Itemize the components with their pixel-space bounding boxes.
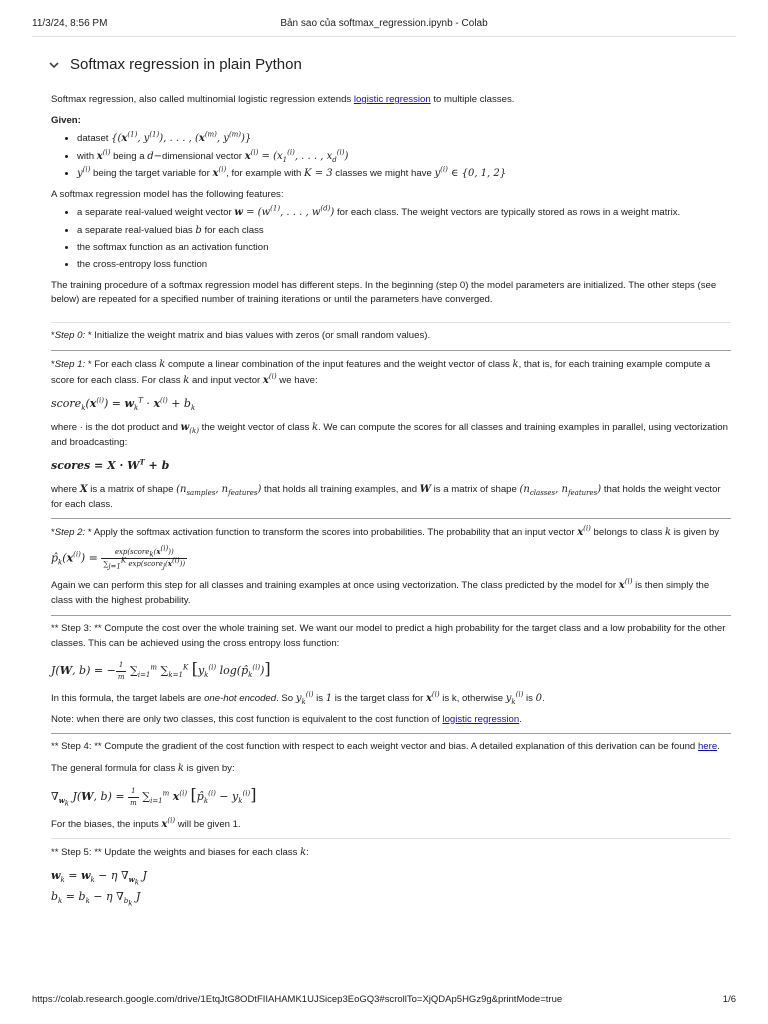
features-intro: A softmax regression model has the following features: [51, 189, 284, 201]
logistic-regression-link[interactable]: logistic regression [353, 94, 431, 105]
list-item: • with $x^{(i)}$ being a d−dimensional vector $x^{(i)} = (x_1^{(i)}$, . . . , $x_d^{(i)}$) [77, 149, 731, 165]
header-divider [32, 36, 736, 37]
step3-cell: ** Step 3: ** Compute the cost over the whole training set. We want our model to predict a high probability for the target class and a low probability for the other classes. This can be achieved using the cross entropy loss function: J(W, b) = − $\frac{1}{m}$ $\sum_{i=1}^m$ $\sum_{k=1}^K$ [$y_k^{(i)}$ $\log(p̂_k^{(i)})$] In this formula, the target labels are one-hot encoded. So $y_k^{(i)}$ is 1 is the target class for $x^{(i)}$ is k, otherwise $y_k^{(i)}$ is 0. Note: when there are only two classes, this cost function is equivalent to the cost function of logistic regression. [51, 615, 731, 728]
step4-cell: ** Step 4: ** Compute the gradient of the cost function with respect to each weight vector and bias. A detailed explanation of this derivation can be found here. The general formula for class k is given by: $\nabla_{w_k}$ J(W, b) = $\frac{1}{m}$ $\sum_{i=1}^m$ $x^{(i)}$ $[p̂_k^{(i)} - y_k^{(i)}]$ For the biases, the inputs $x^{(i)}$ will be given 1. [51, 733, 731, 832]
training-paragraph: The training procedure of a softmax regression model has different steps. In the beginning (step 0) the model parameters are initialized. The other steps (see below) are repeated for a specified number of training iterations or until the parameters have converged. [51, 279, 717, 306]
given-list [51, 131, 731, 183]
list-item: • $y^{(i)}$ being the target variable for $x^{(i)}$, for example with K = 3 classes we might have $y^{(i)}$ ∈ {0, 1, 2} [77, 166, 731, 182]
list-item: • a separate real-valued weight vector $w = (w^{(1)}$, . . . , $w^{(d)}$) for each class. The weight vectors are typically stored as rows in a weight matrix. [77, 205, 731, 221]
list-item: • the cross-entropy loss function [77, 258, 731, 273]
scores-equation: scores = $X \cdot W^T + b$ [51, 457, 170, 472]
list-item: • the softmax function as an activation function [77, 241, 731, 256]
intro-paragraph: Softmax regression, also called multinomial logistic regression extends logistic regression to multiple classes. [51, 94, 515, 105]
list-item: • dataset {($x^{(1)}$, $y^{(1)}$), . . . , ($x^{(m)}$, $y^{(m)}$)} [77, 131, 731, 147]
cost-equation: J(W, b) = − $\frac{1}{m}$ $\sum_{i=1}^m$ $\sum_{k=1}^K$ [$y_k^{(i)}$ $\log(p̂_k^{(i)})$] [51, 659, 271, 681]
step5-cell: ** Step 5: ** Update the weights and biases for each class k: $w_k = w_k - \eta$ $\nabla_{w_k}$ J $b_k = b_k - \eta$ $\nabla_{b_k}$ J [51, 838, 731, 905]
score-equation: $score_k(x^{(i)}) = w_k^T \cdot x^{(i)} + b_k$ [51, 396, 196, 413]
print-title: Bản sao của softmax_regression.ipynb - Colab [280, 18, 488, 29]
step2-cell: *Step 2: * Apply the softmax activation function to transform the scores into probabilities. The probability that an input vector $x^{(i)}$ belongs to class k is given by $p̂_k(x^{(i)})$ = $\frac{\exp(score_k(x^{(i)}))}{\sum_{j=1}^K \exp(score_j(x^{(i)}))}$ Again we can perform this step for all classes and training examples at once using vectorization. The class predicted by the model for $x^{(i)}$ is then simply the class with the highest probability. [51, 518, 731, 608]
given-label: Given: [51, 114, 81, 126]
print-datetime: 11/3/24, 8:56 PM [32, 18, 108, 29]
list-item: • a separate real-valued bias b for each class [77, 223, 731, 239]
page-number: 1/6 [722, 994, 736, 1005]
print-footer [32, 994, 736, 1005]
gradient-equation: $\nabla_{w_k}$ J(W, b) = $\frac{1}{m}$ $\sum_{i=1}^m$ $x^{(i)}$ $[p̂_k^{(i)} - y_k^{(i)}]$ [51, 785, 257, 808]
step1-cell: *Step 1: * For each class k compute a linear combination of the input features and the weight vector of class k, that is, for each training example compute a score for each class. For class k and input vector $x^{(i)}$ we have: $score_k(x^{(i)}) = w_k^T \cdot x^{(i)} + b_k$ where · is the dot product and $w_{(k)}$ the weight vector of class k. We can compute the scores for all classes and training examples in parallel, using vectorization and broadcasting: scores = $X \cdot W^T + b$ where X is a matrix of shape ($n_{samples}$, $n_{features}$) that holds all training examples, and W is a matrix of shape ($n_{classes}$, $n_{features}$) that holds the weight vector for each class. [51, 350, 731, 512]
step0-cell: *Step 0: * Initialize the weight matrix and bias values with zeros (or small random values). [51, 322, 731, 344]
chevron-down-icon[interactable] [46, 57, 62, 73]
softmax-equation: $p̂_k(x^{(i)})$ = $\frac{\exp(score_k(x^{(i)}))}{\sum_{j=1}^K \exp(score_j(x^{(i)}))}$ [51, 544, 186, 571]
markdown-content [51, 93, 731, 909]
logistic-regression-link-2[interactable]: logistic regression [442, 713, 520, 725]
weight-update-equation: $w_k = w_k - \eta$ $\nabla_{w_k}$ J [51, 869, 147, 887]
features-list [51, 205, 731, 272]
section-title: Softmax regression in plain Python [70, 56, 302, 73]
bias-update-equation: $b_k = b_k - \eta$ $\nabla_{b_k}$ J [51, 890, 141, 908]
footer-url: https://colab.research.google.com/drive/1EtqJtG8ODtFIIAHAMK1UJSicep3EoGQ3#scrollTo=XjQDAp5HGz9g&printMode=true [32, 994, 563, 1005]
section-header[interactable] [46, 56, 302, 73]
here-link[interactable]: here [697, 741, 718, 753]
